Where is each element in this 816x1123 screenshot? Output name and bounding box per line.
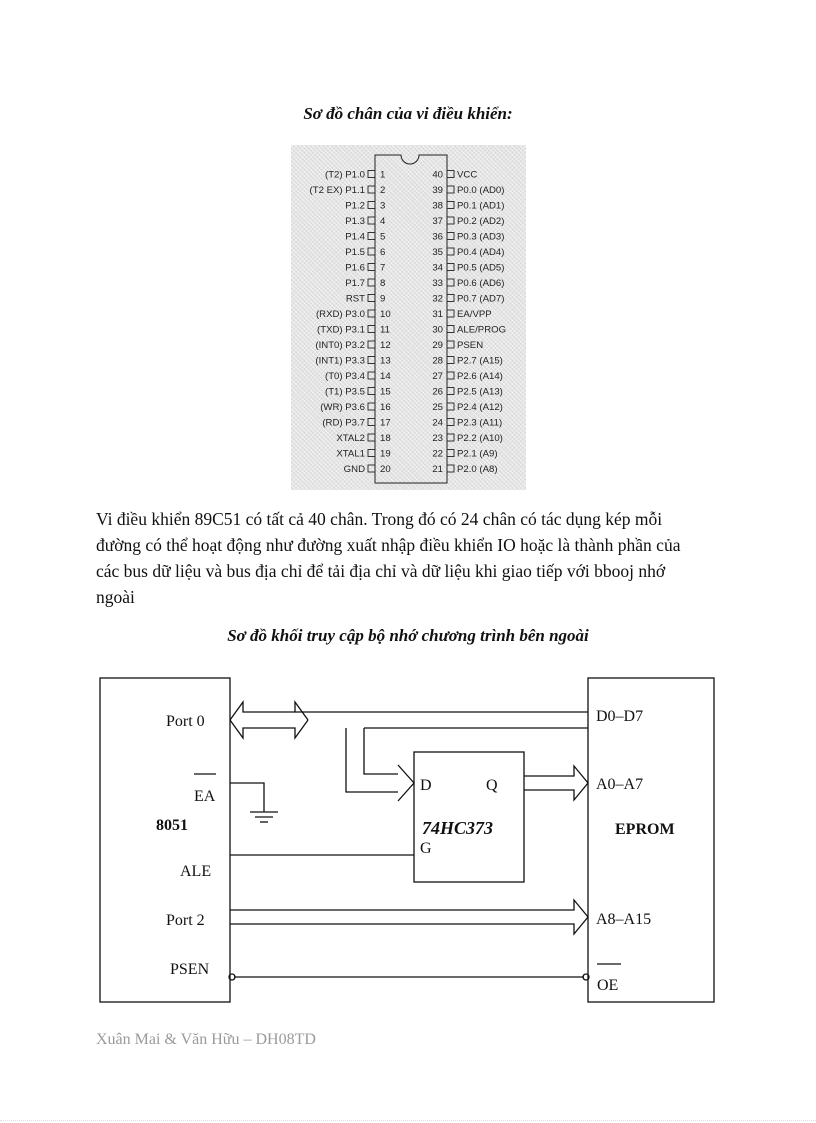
description-paragraph [96,506,736,610]
pin-15-label: (T1) P3.5 [325,386,365,398]
pin-33-box [447,279,454,286]
pin-39-box [447,186,454,193]
pin-37-number: 37 [432,215,443,227]
page-bottom-divider [0,1120,816,1121]
pin-8-number: 8 [380,277,386,289]
pin-12-label: (INT0) P3.2 [315,339,365,351]
port2-label: Port 2 [166,912,205,929]
pin-1-label: (T2) P1.0 [325,169,365,181]
footer-authors: Xuân Mai & Văn Hữu – DH08TD [96,1031,316,1048]
pin-2-number: 2 [380,184,386,196]
pin-17-label: (RD) P3.7 [322,417,365,429]
pin-28-number: 28 [432,355,443,367]
pin-36-box [447,233,454,240]
pin-36-label: P0.3 (AD3) [457,231,505,243]
q-bus [524,766,588,800]
pin-15-number: 15 [380,386,391,398]
latch-d-arrow [398,765,414,801]
pin-31-number: 31 [432,308,443,320]
ea-wire [230,783,264,812]
pin-35-box [447,248,454,255]
mcu-8051-box [100,678,230,1002]
pin-22-number: 22 [432,448,443,460]
pin-31-label: EA/VPP [457,308,492,320]
pin-34-number: 34 [432,262,443,274]
latch-label: 74HC373 [422,818,494,838]
ale-label: ALE [180,863,212,880]
latch-box [414,752,524,882]
pin-18-number: 18 [380,432,391,444]
pin-21-box [447,465,454,472]
pin-19-box [368,450,375,457]
pin-3-number: 3 [380,200,386,212]
pin-32-label: P0.7 (AD7) [457,293,505,305]
oe-label: OE [597,977,619,994]
pin-35-number: 35 [432,246,443,258]
pin-18-box [368,434,375,441]
pin-20-number: 20 [380,463,391,475]
pin-4-label: P1.3 [345,215,365,227]
port2-bus [230,900,588,934]
pin-12-box [368,341,375,348]
pin-17-number: 17 [380,417,391,429]
pin-26-number: 26 [432,386,443,398]
pin-7-box [368,264,375,271]
a0a7-label: A0–A7 [596,776,644,793]
pin-11-label: (TXD) P3.1 [317,324,365,336]
paragraph-line-1: Vi điều khiển 89C51 có tất cả 40 chân. Trong đó có 24 chân có tác dụng kép mỗi [96,509,663,529]
pin-39-label: P0.0 (AD0) [457,184,505,196]
pin-11-box [368,326,375,333]
pin-2-box [368,186,375,193]
pin-5-label: P1.4 [345,231,365,243]
pin-34-box [447,264,454,271]
pin-5-number: 5 [380,231,386,243]
pin-13-box [368,357,375,364]
pin-7-number: 7 [380,262,386,274]
pin-27-label: P2.6 (A14) [457,370,503,382]
pin-25-number: 25 [432,401,443,413]
pin-22-label: P2.1 (A9) [457,448,498,460]
pin-13-label: (INT1) P3.3 [315,355,365,367]
pin-9-number: 9 [380,293,386,305]
port0-label: Port 0 [166,713,205,730]
pin-24-box [447,419,454,426]
latch-g-label: G [420,840,432,857]
port0-bus-upper [230,702,308,720]
pin-2-label: (T2 EX) P1.1 [309,184,365,196]
pin-14-label: (T0) P3.4 [325,370,365,382]
pin-14-number: 14 [380,370,391,382]
pin-3-label: P1.2 [345,200,365,212]
pin-6-box [368,248,375,255]
pin-16-label: (WR) P3.6 [320,401,365,413]
pin-21-number: 21 [432,463,443,475]
pin-7-label: P1.6 [345,262,365,274]
pin-35-label: P0.4 (AD4) [457,246,505,258]
pin-18-label: XTAL2 [336,432,365,444]
eprom-label: EPROM [615,821,675,838]
pin-23-box [447,434,454,441]
pin-13-number: 13 [380,355,391,367]
mcu-label: 8051 [156,817,188,834]
pin-16-box [368,403,375,410]
latch-d-feed-2 [364,728,398,774]
eprom-box [588,678,714,1002]
a8a15-label: A8–A15 [596,911,652,928]
block-diagram [98,672,718,1012]
psen-label: PSEN [170,961,210,978]
pin-10-box [368,310,375,317]
pin-8-label: P1.7 [345,277,365,289]
d0d7-label: D0–D7 [596,708,644,725]
pin-36-number: 36 [432,231,443,243]
pin-25-box [447,403,454,410]
pin-37-box [447,217,454,224]
pin-17-box [368,419,375,426]
pin-8-box [368,279,375,286]
pinout-svg [291,145,526,490]
pin-29-box [447,341,454,348]
pin-24-label: P2.3 (A11) [457,417,503,429]
pin-15-box [368,388,375,395]
pin-9-label: RST [345,293,365,305]
pin-12-number: 12 [380,339,391,351]
block-diagram-svg [98,672,718,1007]
pin-31-box [447,310,454,317]
pin-40-number: 40 [432,169,443,181]
pin-32-number: 32 [432,293,443,305]
port0-bus-lower [230,720,308,738]
latch-q-label: Q [486,777,498,794]
pinout-heading: Sơ đồ chân của vi điều khiển: [303,104,513,123]
pin-32-box [447,295,454,302]
pin-38-number: 38 [432,200,443,212]
pin-28-box [447,357,454,364]
pin-9-box [368,295,375,302]
pin-33-number: 33 [432,277,443,289]
pin-3-box [368,202,375,209]
ea-label: EA [194,788,216,805]
pin-26-label: P2.5 (A13) [457,386,503,398]
pin-26-box [447,388,454,395]
pin-34-label: P0.5 (AD5) [457,262,505,274]
pin-24-number: 24 [432,417,443,429]
pin-22-box [447,450,454,457]
pin-11-number: 11 [380,324,390,336]
pin-23-number: 23 [432,432,443,444]
pin-23-label: P2.2 (A10) [457,432,503,444]
pin-38-label: P0.1 (AD1) [457,200,505,212]
paragraph-line-3: các bus dữ liệu và bus địa chỉ để tải địa chỉ và dữ liệu khi giao tiếp với bbooj nhớ [96,561,666,581]
pin-27-box [447,372,454,379]
pin-1-box [368,171,375,178]
pin-21-label: P2.0 (A8) [457,463,498,475]
pin-4-box [368,217,375,224]
pin-37-label: P0.2 (AD2) [457,215,505,227]
pin-5-box [368,233,375,240]
pin-20-label: GND [343,463,365,475]
paragraph-line-2: đường có thể hoạt động như đường xuất nhập điều khiển IO hoặc là thành phần của [96,535,681,555]
pin-6-number: 6 [380,246,386,258]
pin-19-number: 19 [380,448,391,460]
pin-38-box [447,202,454,209]
pin-30-box [447,326,454,333]
pin-6-label: P1.5 [345,246,365,258]
latch-d-label: D [420,777,432,794]
pin-30-number: 30 [432,324,443,336]
pin-33-label: P0.6 (AD6) [457,277,505,289]
pin-25-label: P2.4 (A12) [457,401,503,413]
pin-20-box [368,465,375,472]
paragraph-line-4: ngoài [96,587,135,607]
pin-19-label: XTAL1 [336,448,365,460]
pin-40-label: VCC [457,169,478,181]
latch-d-feed-1 [346,728,398,792]
pin-10-number: 10 [380,308,391,320]
pin-27-number: 27 [432,370,443,382]
pin-29-number: 29 [432,339,443,351]
pin-28-label: P2.7 (A15) [457,355,503,367]
block-diagram-heading: Sơ đồ khối truy cập bộ nhớ chương trình bên ngoài [227,626,589,645]
pin-30-label: ALE/PROG [457,324,507,336]
pin-10-label: (RXD) P3.0 [315,308,365,320]
pin-39-number: 39 [432,184,443,196]
pin-16-number: 16 [380,401,391,413]
pin-29-label: PSEN [457,339,484,351]
pin-40-box [447,171,454,178]
pin-4-number: 4 [380,215,386,227]
pinout-diagram [291,145,526,490]
pin-1-number: 1 [380,169,386,181]
pin-14-box [368,372,375,379]
